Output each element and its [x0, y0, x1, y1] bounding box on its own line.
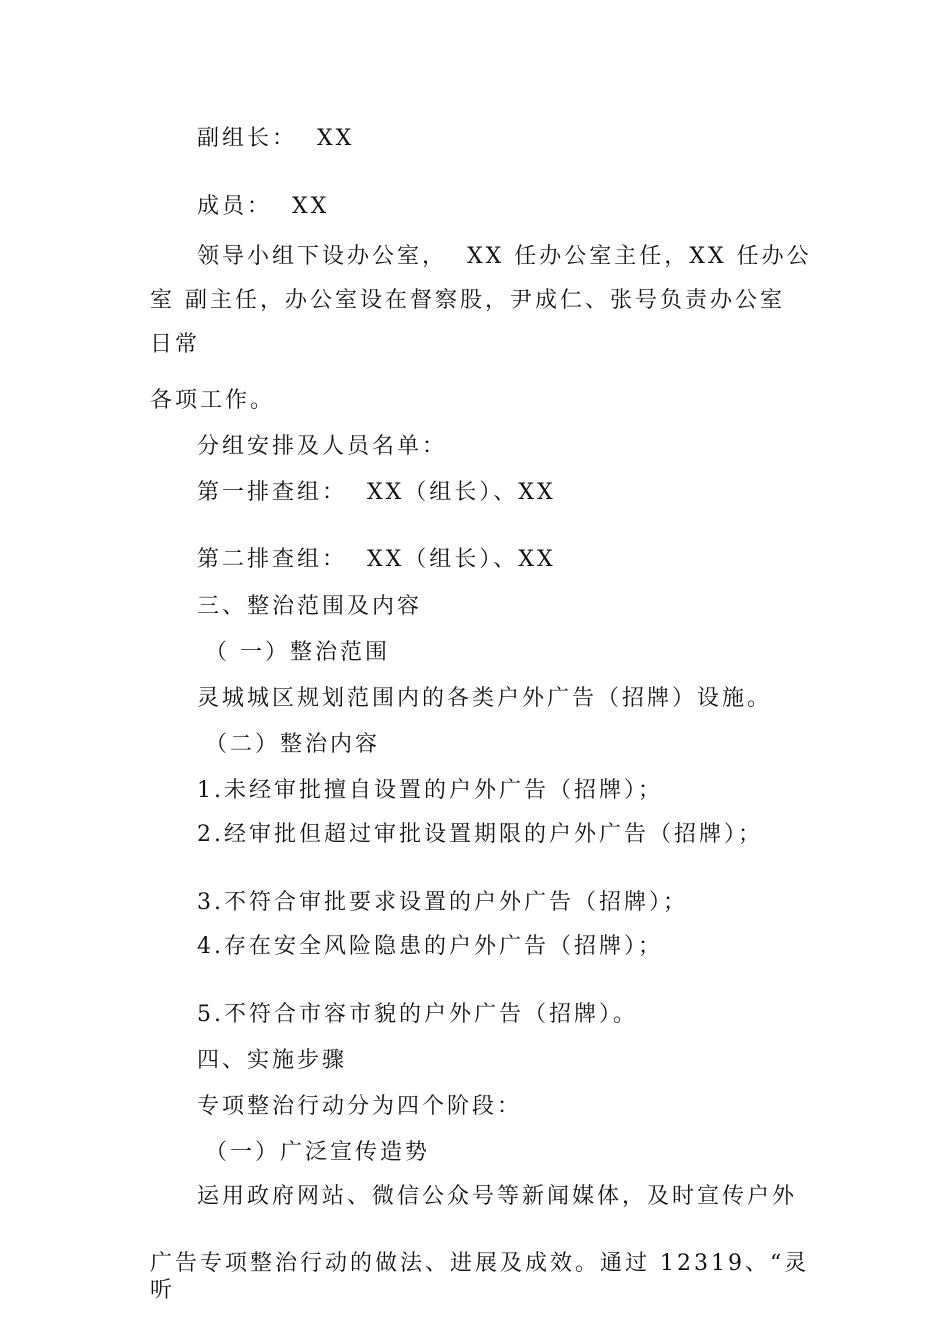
text-line: （一）广泛宣传造势 [205, 1140, 431, 1165]
text-line: 5.不符合市容市貌的户外广告（招牌）。 [197, 1002, 638, 1027]
text-line: 3.不符合审批要求设置的户外广告（招牌）； [197, 890, 688, 915]
text-line: （ 一）整治范围 [205, 640, 390, 665]
text-line: 第二排查组： XX（组长）、XX [197, 547, 556, 572]
text-line: 三、整治范围及内容 [197, 594, 423, 619]
text-line: 听 [150, 1278, 176, 1303]
text-line: 运用政府网站、微信公众号等新闻媒体，及时宣传户外 [197, 1184, 798, 1209]
text-line: 2.经审批但超过审批设置期限的户外广告（招牌）； [197, 822, 763, 847]
text-line: 副组长： XX [197, 126, 355, 151]
text-line: 1.未经审批擅自设置的户外广告（招牌）； [197, 778, 663, 803]
text-line: 日常 [150, 332, 201, 357]
text-line: 灵城城区规划范围内的各类户外广告（招牌）设施。 [197, 686, 773, 711]
text-line: （二）整治内容 [205, 732, 381, 757]
text-line: 成员： XX [197, 194, 330, 219]
text-line: 四、实施步骤 [197, 1048, 348, 1073]
text-line: 各项工作。 [150, 388, 276, 413]
text-line: 室 副主任，办公室设在督察股，尹成仁、张号负责办公室 [150, 288, 785, 313]
text-line: 广告专项整治行动的做法、进展及成效。通过 12319、“灵 [150, 1251, 810, 1276]
text-line: 专项整治行动分为四个阶段： [197, 1094, 523, 1119]
text-line: 领导小组下设办公室， XX 任办公室主任，XX 任办公 [197, 244, 812, 269]
text-line: 4.存在安全风险隐患的户外广告（招牌）； [197, 934, 663, 959]
text-line: 分组安排及人员名单： [197, 434, 448, 459]
text-line: 第一排查组： XX（组长）、XX [197, 480, 556, 505]
